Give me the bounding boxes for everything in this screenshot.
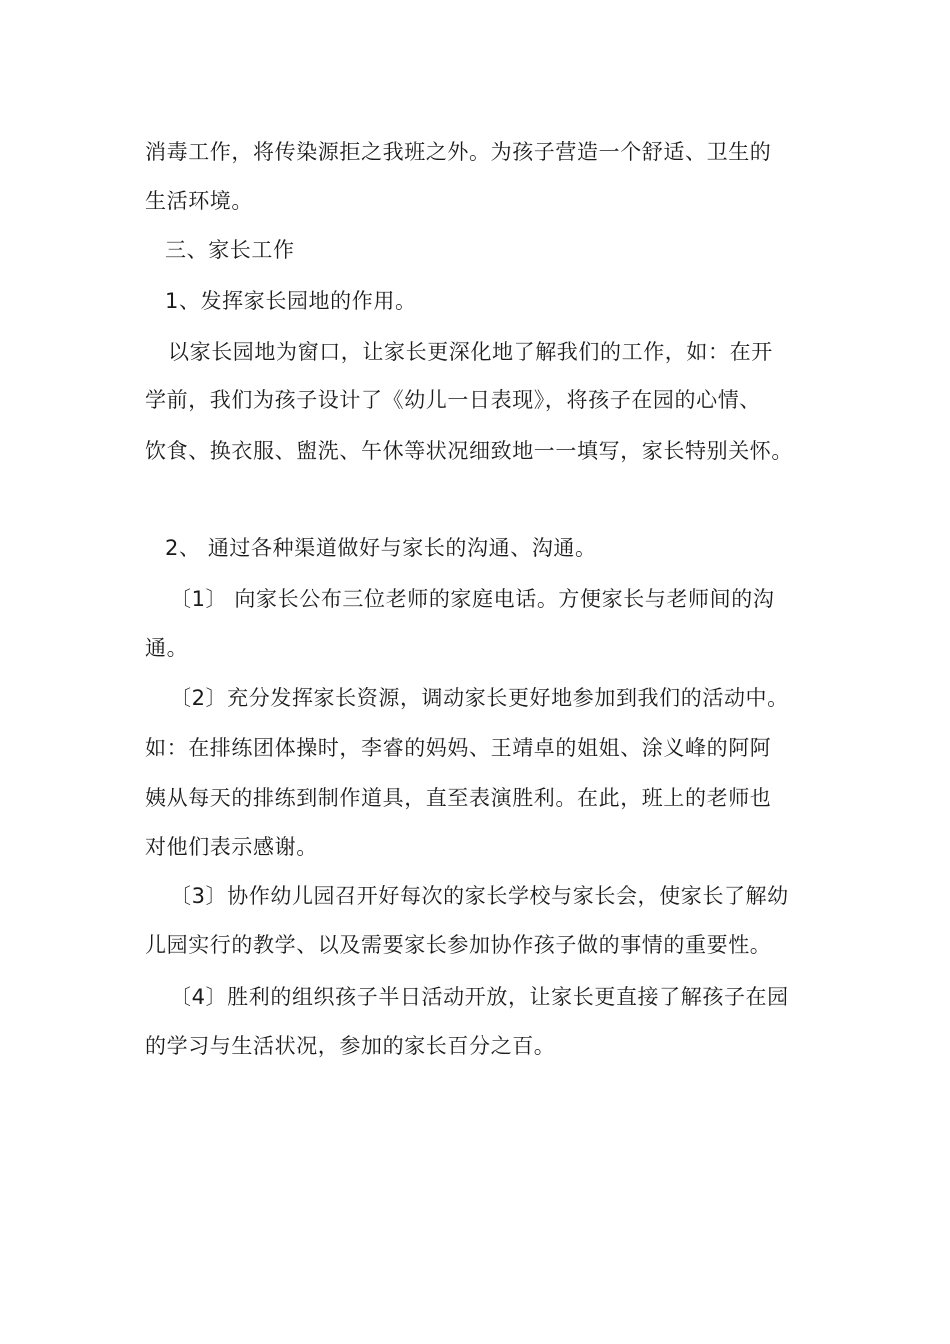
paragraph-line: 饮食、换衣服、盥洗、午休等状况细致地一一填写，家长特别关怀。: [145, 439, 793, 463]
paragraph-line: 姨从每天的排练到制作道具，直至表演胜利。在此，班上的老师也: [145, 786, 772, 810]
list-item: 〔3〕协作幼儿园召开好每次的家长学校与家长会，使家长了解幼: [170, 884, 789, 908]
paragraph-line: 的学习与生活状况，参加的家长百分之百。: [145, 1034, 556, 1058]
paragraph-line: 儿园实行的教学、以及需要家长参加协作孩子做的事情的重要性。: [145, 933, 772, 957]
subsection-heading: 1、发挥家长园地的作用。: [165, 289, 417, 313]
paragraph-line: 生活环境。: [145, 189, 253, 213]
list-item: 〔2〕充分发挥家长资源，调动家长更好地参加到我们的活动中。: [170, 686, 789, 710]
section-heading: 三、家长工作: [165, 238, 295, 262]
paragraph-line: 对他们表示感谢。: [145, 835, 318, 859]
list-item: 〔1〕 向家长公布三位老师的家庭电话。方便家长与老师间的沟: [170, 587, 775, 611]
paragraph-line: 以家长园地为窗口，让家长更深化地了解我们的工作，如：在开: [168, 340, 773, 364]
paragraph-line: 通。: [145, 636, 189, 660]
paragraph-line: 如：在排练团体操时，李睿的妈妈、王靖卓的姐姐、涂义峰的阿阿: [145, 736, 772, 760]
paragraph-line: 消毒工作，将传染源拒之我班之外。为孩子营造一个舒适、卫生的: [145, 140, 772, 164]
list-item: 〔4〕胜利的组织孩子半日活动开放，让家长更直接了解孩子在园: [170, 985, 789, 1009]
paragraph-line: 学前，我们为孩子设计了《幼儿一日表现》，将孩子在园的心情、: [145, 388, 761, 412]
subsection-heading: 2、 通过各种渠道做好与家长的沟通、沟通。: [165, 536, 597, 560]
